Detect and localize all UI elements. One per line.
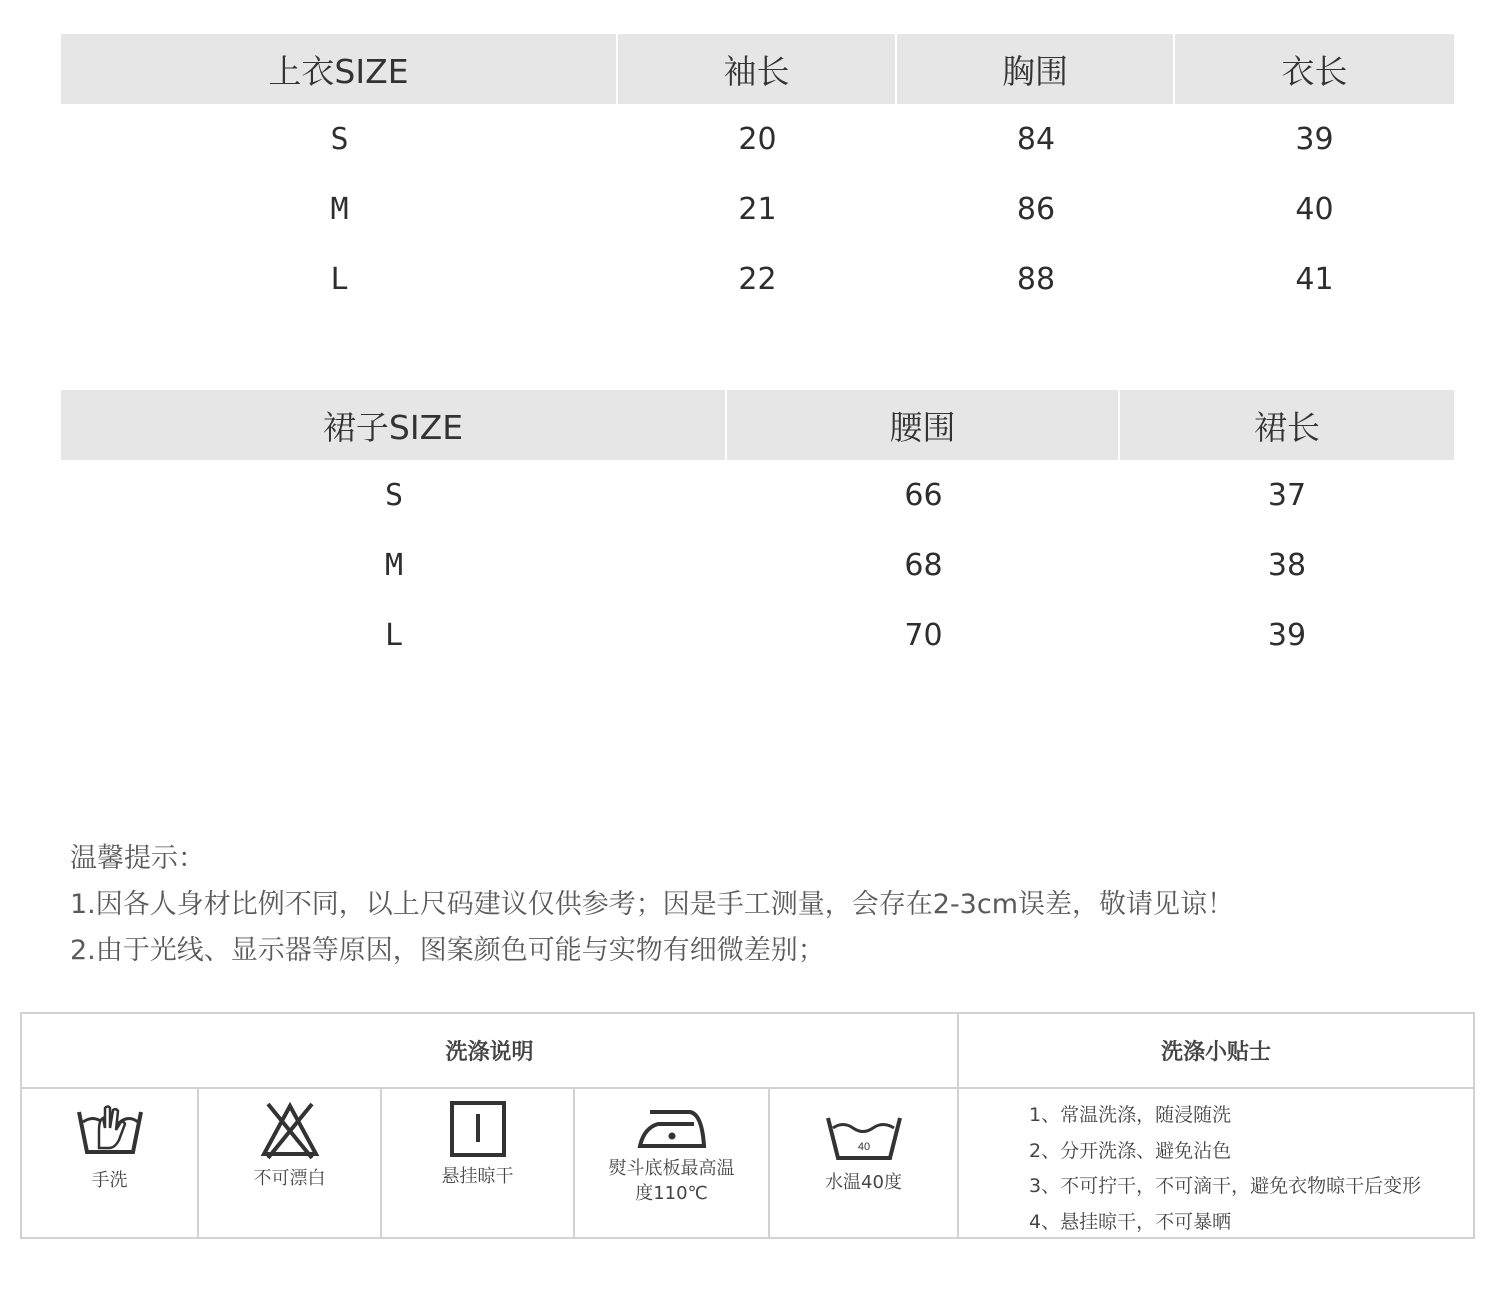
header-sleeve-length: 袖长: [618, 34, 897, 104]
header-size: 上衣SIZE: [61, 34, 618, 104]
list-item: 3、不可拧干，不可滴干，避免衣物晾干后变形: [1029, 1175, 1422, 1197]
table-row: [61, 104, 1454, 174]
table-row: [61, 530, 1454, 600]
hang-dry-icon: [449, 1100, 507, 1158]
table-cell: 22: [738, 261, 777, 297]
table-header: [61, 34, 1454, 104]
hand-wash-icon: [75, 1100, 145, 1162]
table-cell: 37: [1267, 477, 1307, 513]
size-cell: S: [330, 121, 349, 157]
iron-icon: [636, 1106, 708, 1150]
size-cell: L: [384, 617, 404, 653]
wash-label: 悬挂晾干: [441, 1166, 514, 1187]
tips-heading: 温馨提示：: [70, 843, 205, 874]
table-row: [61, 244, 1454, 314]
header-top-length: 衣长: [1281, 51, 1348, 91]
tips-line: 2.由于光线、显示器等原因，图案颜色可能与实物有细微差别；: [70, 935, 825, 966]
wash-tips-title: 洗涤小贴士: [1160, 1040, 1271, 1065]
wash-table: [20, 1012, 1475, 1239]
table-row: [61, 174, 1454, 244]
table-header: [61, 390, 1454, 460]
wash-cell-hand-wash: [22, 1100, 197, 1220]
header-skirt-length: 裙长: [1254, 407, 1320, 447]
size-cell: S: [384, 477, 404, 513]
table-cell: 39: [1267, 617, 1307, 653]
header-size: 裙子SIZE: [61, 390, 727, 460]
size-cell: M: [330, 191, 349, 227]
wash-label: 水温40度: [825, 1172, 902, 1193]
wash-instructions-title: 洗涤说明: [445, 1040, 534, 1065]
wash-tips-list: [1029, 1098, 1421, 1240]
table-cell: 84: [1016, 121, 1056, 157]
top-size-table: [61, 34, 1454, 314]
wash-label: 手洗: [91, 1170, 128, 1191]
no-bleach-icon: [260, 1100, 320, 1160]
table-row: [61, 460, 1454, 530]
tips-line: 1.因各人身材比例不同，以上尺码建议仅供参考；因是手工测量，会存在2-3cm误差，敬请见谅！: [70, 889, 1235, 920]
list-item: 2、分开洗涤、避免沾色: [1029, 1139, 1232, 1162]
table-cell: 66: [904, 477, 943, 513]
table-row: [61, 600, 1454, 670]
wash-label: 熨斗底板最高温度110℃: [608, 1158, 735, 1204]
wash-cell-iron: [575, 1106, 768, 1236]
divider: [22, 1087, 1473, 1089]
skirt-size-table: [61, 390, 1454, 670]
table-cell: 70: [904, 617, 943, 653]
table-cell: 68: [904, 547, 943, 583]
table-cell: 88: [1016, 261, 1056, 297]
table-cell: 39: [1295, 121, 1334, 157]
wash-cell-wash-40: [770, 1112, 957, 1224]
temperature-text: 40: [857, 1141, 870, 1153]
wash-40-icon: [824, 1112, 904, 1164]
wash-label: 不可漂白: [253, 1168, 326, 1189]
table-cell: 40: [1295, 191, 1334, 227]
wash-cell-hang-dry: [382, 1100, 573, 1220]
table-cell: 21: [738, 191, 777, 227]
size-cell: L: [330, 261, 349, 297]
header-waist: 腰围: [727, 390, 1120, 460]
header-bust: 胸围: [897, 34, 1175, 104]
size-cell: M: [384, 547, 404, 583]
tips-section: [70, 836, 1234, 974]
table-cell: 86: [1016, 191, 1056, 227]
wash-cell-no-bleach: [199, 1100, 380, 1220]
list-item: 1、常温洗涤，随浸随洗: [1029, 1104, 1232, 1126]
table-cell: 20: [738, 121, 777, 157]
list-item: 4、悬挂晾干，不可暴晒: [1029, 1210, 1232, 1233]
table-cell: 41: [1295, 261, 1334, 297]
table-cell: 38: [1267, 547, 1307, 583]
